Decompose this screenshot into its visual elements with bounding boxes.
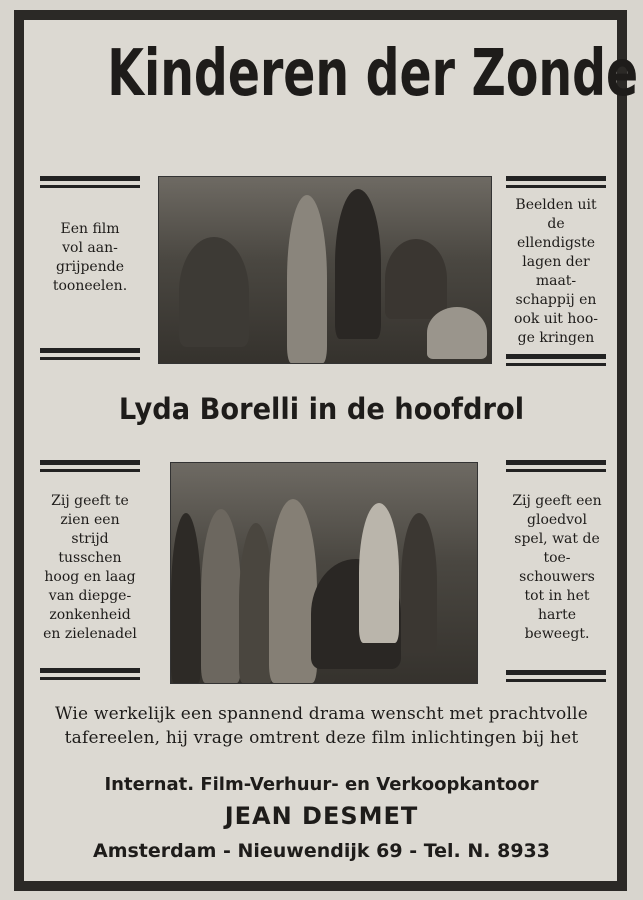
text-line: toe- (543, 550, 571, 566)
text-line: zien een (60, 512, 120, 528)
text-line: tot in het (524, 588, 590, 604)
text-line: ge kringen (517, 330, 595, 346)
figure (201, 509, 241, 683)
upper-right-text (498, 196, 614, 348)
lower-left-text (32, 492, 148, 644)
text-line: zonkenheid (49, 607, 131, 623)
figure (427, 307, 487, 359)
text-line: grijpende (56, 259, 124, 275)
poster-content (32, 26, 639, 874)
lower-right-text (498, 492, 616, 644)
figure (385, 239, 447, 319)
text-line: ellendigste (516, 235, 596, 251)
rule-upper-left-top (40, 176, 140, 188)
figure (179, 237, 249, 347)
text-line: gloedvol (527, 512, 587, 528)
text-line: Zij geeft te (51, 493, 129, 509)
text-line: tooneelen. (52, 278, 128, 294)
rule-lower-left-bottom (40, 668, 140, 680)
rule-lower-right-bottom (506, 670, 606, 682)
figure (287, 195, 327, 363)
upper-film-still (158, 176, 492, 364)
text-line: beweegt. (524, 626, 590, 642)
lower-film-still (170, 462, 478, 684)
text-line: Zij geeft een (512, 493, 602, 509)
text-line: schappij en (515, 292, 597, 308)
text-line: de (547, 216, 565, 232)
rule-upper-left-bottom (40, 348, 140, 360)
rule-upper-right-top (506, 176, 606, 188)
text-line: Een film (60, 221, 120, 237)
rule-lower-left-top (40, 460, 140, 472)
figure (401, 513, 437, 653)
text-line: harte (538, 607, 576, 623)
figure (171, 513, 201, 683)
rule-lower-right-top (506, 460, 606, 472)
rule-upper-right-bottom (506, 354, 606, 366)
paragraph-line: Wie werkelijk een spannend drama wenscht met prachtvolle (54, 704, 589, 724)
text-line: maat- (535, 273, 577, 289)
text-line: vol aan- (62, 240, 118, 256)
text-line: lagen der (522, 254, 590, 270)
text-line: ook uit hoo- (514, 311, 598, 327)
text-line: strijd (71, 531, 109, 547)
address-line: Amsterdam - Nieuwendijk 69 - Tel. N. 8933 (93, 840, 550, 862)
text-line: spel, wat de (514, 531, 600, 547)
upper-left-text (34, 220, 146, 296)
text-line: tusschen (58, 550, 122, 566)
company-line: Internat. Film-Verhuur- en Verkoopkantoor (104, 774, 539, 795)
text-line: schouwers (519, 569, 595, 585)
paragraph-line: tafereelen, hij vrage omtrent deze film inlichtingen bij het (64, 728, 579, 748)
text-line: van diepge- (48, 588, 132, 604)
figure (359, 503, 399, 643)
figure (335, 189, 381, 339)
text-line: en zielenadel (43, 626, 137, 642)
lead-actress-line: Lyda Borelli in de hoofdrol (118, 392, 525, 426)
film-title: Kinderen der Zonde (107, 37, 639, 111)
figure (269, 499, 317, 683)
text-line: hoog en laag (44, 569, 136, 585)
info-paragraph (34, 702, 609, 750)
company-name: JEAN DESMET (224, 802, 419, 830)
text-line: Beelden uit (515, 197, 597, 213)
figure (239, 523, 273, 683)
